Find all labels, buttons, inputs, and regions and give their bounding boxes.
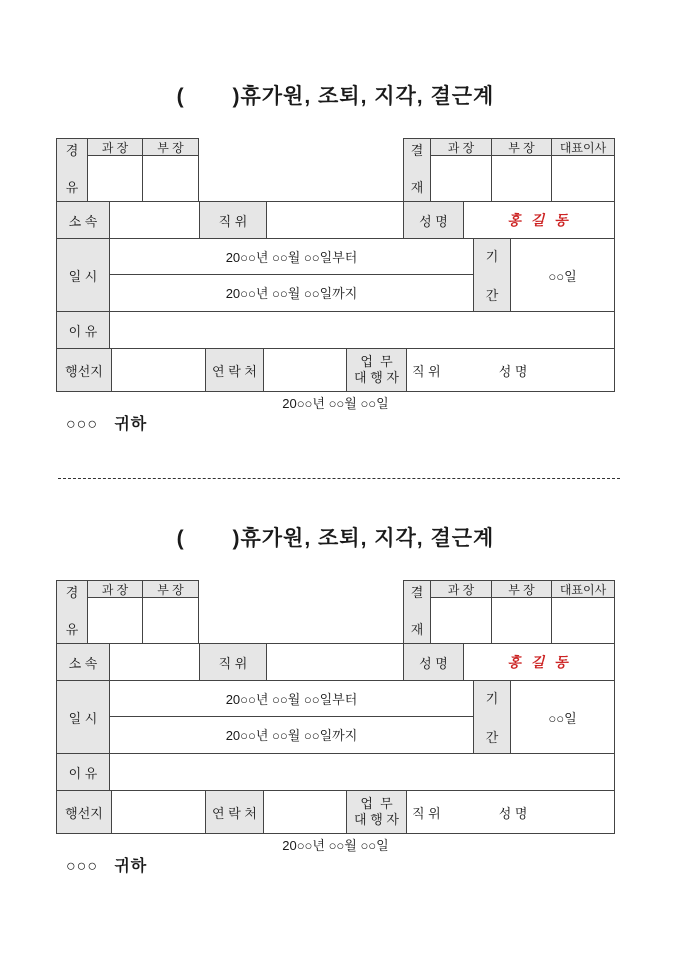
daehaengja-label-cell bbox=[347, 349, 407, 391]
daehaengja-jigwi-label: 직 위 bbox=[412, 363, 441, 379]
gigan-label-cell bbox=[474, 681, 511, 753]
dashed-cut-line bbox=[58, 478, 620, 479]
approval-gwajang-sign-cell[interactable] bbox=[431, 598, 491, 643]
route-column-gwajang bbox=[88, 139, 143, 201]
approval-column-daepyoisa bbox=[552, 581, 614, 643]
approval-daepyoisa-sign-cell[interactable] bbox=[552, 598, 614, 643]
seongmyeong-label-cell: 성 명 bbox=[404, 644, 464, 680]
date-to-cell[interactable]: 20○○년 ○○월 ○○일까지 bbox=[225, 286, 358, 302]
gigan-value-cell[interactable]: ○○일 bbox=[548, 710, 577, 726]
approval-gwajang-header: 과 장 bbox=[431, 139, 491, 156]
route-gwajang-sign-cell[interactable] bbox=[88, 598, 142, 643]
iyu-label-cell: 이 유 bbox=[57, 754, 110, 790]
date-from-cell[interactable]: 20○○년 ○○월 ○○일부터 bbox=[110, 681, 473, 717]
route-column-gwajang bbox=[88, 581, 143, 643]
haengseonji-label-cell: 행선지 bbox=[57, 791, 112, 833]
haengseonji-value-cell[interactable] bbox=[112, 791, 206, 833]
form-title: ( )휴가원, 조퇴, 지각, 결근계 bbox=[176, 85, 495, 108]
approval-label-top: 결 bbox=[410, 585, 424, 600]
route-approval-box bbox=[56, 138, 199, 201]
route-gwajang-sign-cell[interactable] bbox=[88, 156, 142, 201]
date-to-cell[interactable]: 20○○년 ○○월 ○○일까지 bbox=[225, 728, 358, 744]
approval-bujang-sign-cell[interactable] bbox=[492, 598, 551, 643]
sosok-value-cell[interactable] bbox=[110, 644, 200, 680]
table-row-affiliation bbox=[57, 644, 614, 681]
route-label-top: 경 bbox=[65, 143, 79, 158]
route-bujang-sign-cell[interactable] bbox=[143, 156, 198, 201]
daehaengja-label-line2: 대 행 자 bbox=[354, 812, 399, 827]
seongmyeong-label-cell: 성 명 bbox=[404, 202, 464, 238]
signature-name: 홍 길 동 bbox=[507, 654, 571, 670]
gigan-label-bottom: 간 bbox=[485, 288, 499, 303]
signature-name: 홍 길 동 bbox=[507, 212, 571, 228]
seongmyeong-value-cell[interactable] bbox=[464, 644, 614, 680]
approval-label-bottom: 재 bbox=[410, 622, 424, 637]
route-box-label bbox=[57, 139, 88, 201]
table-row-destination bbox=[57, 349, 614, 391]
sosok-value-cell[interactable] bbox=[110, 202, 200, 238]
gigan-label-top: 기 bbox=[485, 249, 499, 264]
date-range-column bbox=[110, 239, 474, 311]
daehaengja-seongmyeong-label: 성 명 bbox=[498, 363, 528, 379]
route-approval-box bbox=[56, 580, 199, 643]
route-label-bottom: 유 bbox=[65, 180, 79, 195]
table-row-reason bbox=[57, 754, 614, 791]
approval-box-label bbox=[404, 581, 431, 643]
route-column-bujang bbox=[143, 581, 198, 643]
haengseonji-label-cell: 행선지 bbox=[57, 349, 112, 391]
sosok-label-cell: 소 속 bbox=[57, 202, 110, 238]
daehaengja-value-cell[interactable] bbox=[407, 349, 614, 391]
daehaengja-label-line2: 대 행 자 bbox=[354, 370, 399, 385]
approval-column-bujang bbox=[492, 581, 552, 643]
jigwi-label-cell: 직 위 bbox=[200, 202, 267, 238]
route-box-label bbox=[57, 581, 88, 643]
final-approval-box bbox=[403, 138, 615, 201]
yeonrakcheo-value-cell[interactable] bbox=[264, 349, 347, 391]
submission-date-line: 20○○년 ○○월 ○○일 bbox=[282, 838, 389, 853]
gigan-label-top: 기 bbox=[485, 691, 499, 706]
yeonrakcheo-value-cell[interactable] bbox=[264, 791, 347, 833]
gigan-label-bottom: 간 bbox=[485, 730, 499, 745]
leave-request-form bbox=[56, 522, 615, 882]
route-gwajang-header: 과 장 bbox=[88, 581, 142, 598]
approval-column-gwajang bbox=[431, 139, 492, 201]
approval-label-bottom: 재 bbox=[410, 180, 424, 195]
approval-label-top: 결 bbox=[410, 143, 424, 158]
recipient-line: ○○○ 귀하 bbox=[66, 416, 148, 433]
approval-gwajang-header: 과 장 bbox=[431, 581, 491, 598]
approval-header-band bbox=[56, 138, 615, 201]
approval-bujang-sign-cell[interactable] bbox=[492, 156, 551, 201]
route-column-bujang bbox=[143, 139, 198, 201]
route-gwajang-header: 과 장 bbox=[88, 139, 142, 156]
approval-gwajang-sign-cell[interactable] bbox=[431, 156, 491, 201]
gigan-label-cell bbox=[474, 239, 511, 311]
form-table bbox=[56, 643, 615, 834]
seongmyeong-value-cell[interactable] bbox=[464, 202, 614, 238]
daehaengja-jigwi-label: 직 위 bbox=[412, 805, 441, 821]
ilsi-label-cell: 일 시 bbox=[57, 681, 110, 753]
table-row-affiliation bbox=[57, 202, 614, 239]
approval-daepyoisa-sign-cell[interactable] bbox=[552, 156, 614, 201]
daehaengja-label-line1: 업 무 bbox=[360, 354, 393, 369]
approval-box-label bbox=[404, 139, 431, 201]
iyu-label-cell: 이 유 bbox=[57, 312, 110, 348]
table-row-reason bbox=[57, 312, 614, 349]
approval-header-band bbox=[56, 580, 615, 643]
route-bujang-sign-cell[interactable] bbox=[143, 598, 198, 643]
gigan-value-cell[interactable]: ○○일 bbox=[548, 268, 577, 284]
table-row-datetime bbox=[57, 239, 614, 312]
daehaengja-value-cell[interactable] bbox=[407, 791, 614, 833]
approval-daepyoisa-header: 대표이사 bbox=[552, 139, 614, 156]
daehaengja-label-line1: 업 무 bbox=[360, 796, 393, 811]
jigwi-value-cell[interactable] bbox=[267, 644, 404, 680]
route-bujang-header: 부 장 bbox=[143, 139, 198, 156]
approval-daepyoisa-header: 대표이사 bbox=[552, 581, 614, 598]
date-range-column bbox=[110, 681, 474, 753]
approval-column-daepyoisa bbox=[552, 139, 614, 201]
sosok-label-cell: 소 속 bbox=[57, 644, 110, 680]
daehaengja-seongmyeong-label: 성 명 bbox=[498, 805, 528, 821]
yeonrakcheo-label-cell: 연 락 처 bbox=[206, 791, 264, 833]
approval-column-bujang bbox=[492, 139, 552, 201]
submission-date-line: 20○○년 ○○월 ○○일 bbox=[282, 396, 389, 411]
iyu-value-cell[interactable] bbox=[110, 312, 614, 348]
date-from-cell[interactable]: 20○○년 ○○월 ○○일부터 bbox=[110, 239, 473, 275]
route-label-top: 경 bbox=[65, 585, 79, 600]
approval-column-gwajang bbox=[431, 581, 492, 643]
approval-bujang-header: 부 장 bbox=[492, 139, 551, 156]
approval-bujang-header: 부 장 bbox=[492, 581, 551, 598]
route-label-bottom: 유 bbox=[65, 622, 79, 637]
form-table bbox=[56, 201, 615, 392]
iyu-value-cell[interactable] bbox=[110, 754, 614, 790]
recipient-line: ○○○ 귀하 bbox=[66, 858, 148, 875]
form-title: ( )휴가원, 조퇴, 지각, 결근계 bbox=[176, 527, 495, 550]
route-bujang-header: 부 장 bbox=[143, 581, 198, 598]
yeonrakcheo-label-cell: 연 락 처 bbox=[206, 349, 264, 391]
final-approval-box bbox=[403, 580, 615, 643]
table-row-datetime bbox=[57, 681, 614, 754]
leave-request-form bbox=[56, 80, 615, 440]
haengseonji-value-cell[interactable] bbox=[112, 349, 206, 391]
table-row-destination bbox=[57, 791, 614, 833]
ilsi-label-cell: 일 시 bbox=[57, 239, 110, 311]
jigwi-value-cell[interactable] bbox=[267, 202, 404, 238]
daehaengja-label-cell bbox=[347, 791, 407, 833]
jigwi-label-cell: 직 위 bbox=[200, 644, 267, 680]
